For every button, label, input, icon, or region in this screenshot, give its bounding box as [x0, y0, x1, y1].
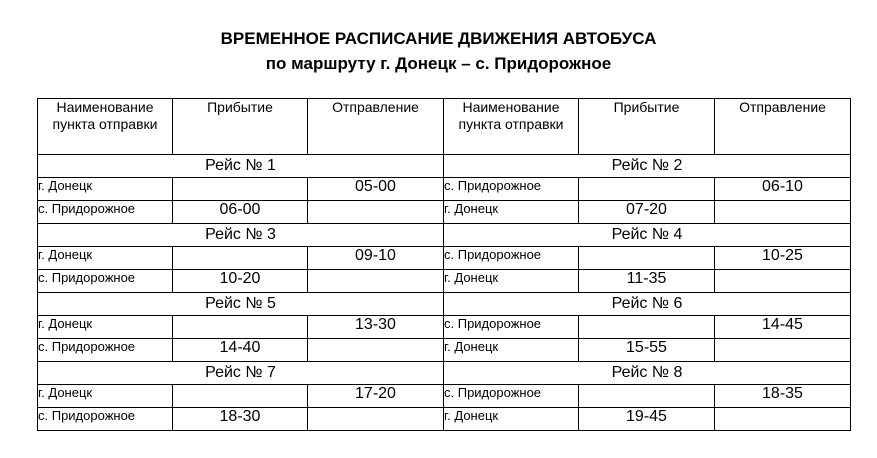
stop-name: г. Донецк	[38, 316, 173, 339]
column-header-arrival: Прибытие	[579, 99, 715, 155]
departure-time	[308, 339, 444, 362]
table-row	[38, 247, 851, 270]
stop-name: г. Донецк	[444, 339, 579, 362]
departure-time: 14-45	[715, 316, 851, 339]
departure-time: 13-30	[308, 316, 444, 339]
column-header-stop: Наименование пункта отправки	[444, 99, 579, 155]
title-line-2: по маршруту г. Донецк – с. Придорожное	[265, 54, 612, 73]
arrival-time	[173, 247, 308, 270]
arrival-time	[173, 385, 308, 408]
arrival-time: 10-20	[173, 270, 308, 293]
stop-name: с. Придорожное	[38, 201, 173, 224]
trip-label: Рейс № 3	[38, 224, 444, 247]
trip-label: Рейс № 4	[444, 224, 851, 247]
table-row	[38, 339, 851, 362]
column-header-arrival: Прибытие	[173, 99, 308, 155]
arrival-time: 11-35	[579, 270, 715, 293]
table-row	[38, 385, 851, 408]
arrival-time: 07-20	[579, 201, 715, 224]
stop-name: г. Донецк	[38, 385, 173, 408]
table-row	[38, 270, 851, 293]
trip-header-row	[38, 224, 851, 247]
arrival-time	[579, 178, 715, 201]
stop-name: г. Донецк	[444, 270, 579, 293]
stop-name: с. Придорожное	[444, 316, 579, 339]
arrival-time	[173, 178, 308, 201]
departure-time	[715, 270, 851, 293]
trip-label: Рейс № 5	[38, 293, 444, 316]
column-header-stop: Наименование пункта отправки	[38, 99, 173, 155]
stop-name: с. Придорожное	[444, 247, 579, 270]
arrival-time: 18-30	[173, 408, 308, 431]
table-row	[38, 201, 851, 224]
stop-name: с. Придорожное	[38, 339, 173, 362]
trip-header-row	[38, 293, 851, 316]
trip-label: Рейс № 1	[38, 155, 444, 178]
departure-time	[715, 408, 851, 431]
table-row	[38, 408, 851, 431]
stop-name: г. Донецк	[38, 247, 173, 270]
trip-label: Рейс № 2	[444, 155, 851, 178]
trip-label: Рейс № 6	[444, 293, 851, 316]
departure-time	[715, 339, 851, 362]
table-row	[38, 316, 851, 339]
title-line-1: ВРЕМЕННОЕ РАСПИСАНИЕ ДВИЖЕНИЯ АВТОБУСА	[220, 29, 657, 48]
arrival-time: 19-45	[579, 408, 715, 431]
trip-label: Рейс № 7	[38, 362, 444, 385]
departure-time	[308, 270, 444, 293]
arrival-time: 15-55	[579, 339, 715, 362]
schedule-table	[37, 98, 851, 431]
trip-header-row	[38, 362, 851, 385]
departure-time: 17-20	[308, 385, 444, 408]
trip-label: Рейс № 8	[444, 362, 851, 385]
trip-header-row	[38, 155, 851, 178]
departure-time: 05-00	[308, 178, 444, 201]
arrival-time: 06-00	[173, 201, 308, 224]
arrival-time: 14-40	[173, 339, 308, 362]
departure-time	[715, 201, 851, 224]
stop-name: г. Донецк	[38, 178, 173, 201]
stop-name: с. Придорожное	[444, 385, 579, 408]
stop-name: г. Донецк	[444, 201, 579, 224]
document-title	[0, 26, 877, 76]
departure-time	[308, 408, 444, 431]
arrival-time	[579, 247, 715, 270]
stop-name: с. Придорожное	[38, 408, 173, 431]
stop-name: с. Придорожное	[38, 270, 173, 293]
header-row	[38, 99, 851, 155]
arrival-time	[579, 385, 715, 408]
column-header-departure: Отправление	[715, 99, 851, 155]
departure-time: 06-10	[715, 178, 851, 201]
stop-name: г. Донецк	[444, 408, 579, 431]
arrival-time	[173, 316, 308, 339]
departure-time	[308, 201, 444, 224]
table-row	[38, 178, 851, 201]
arrival-time	[579, 316, 715, 339]
departure-time: 09-10	[308, 247, 444, 270]
departure-time: 18-35	[715, 385, 851, 408]
stop-name: с. Придорожное	[444, 178, 579, 201]
column-header-departure: Отправление	[308, 99, 444, 155]
departure-time: 10-25	[715, 247, 851, 270]
